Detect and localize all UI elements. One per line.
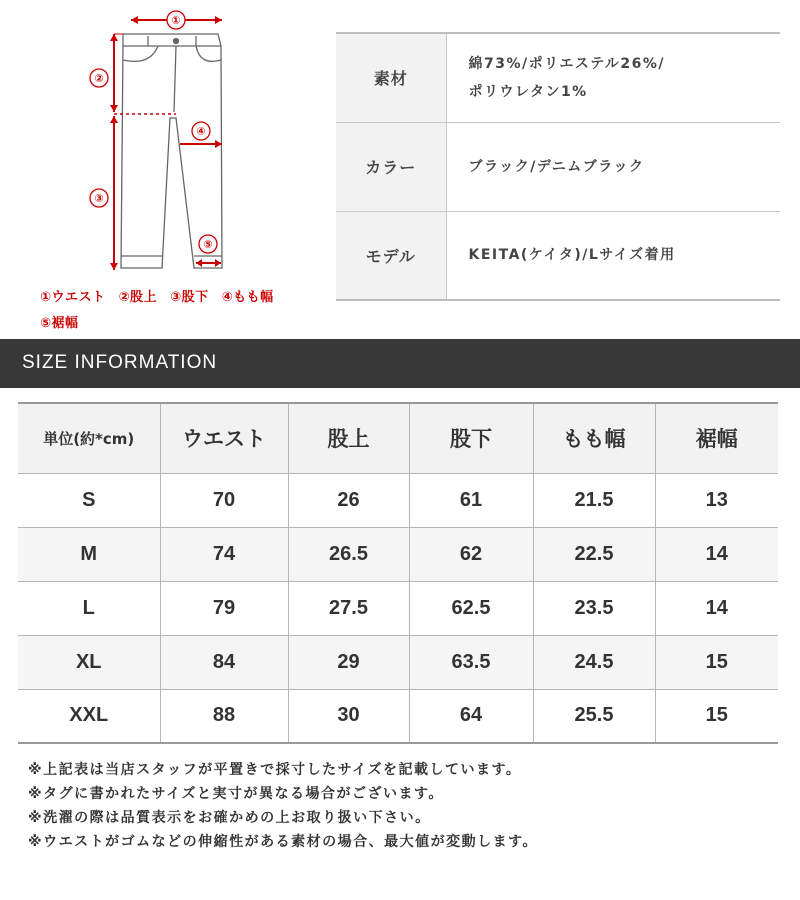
table-row bbox=[18, 581, 778, 635]
spec-table bbox=[336, 32, 780, 301]
spec-label: カラー bbox=[336, 122, 446, 211]
cell-thigh: 22.5 bbox=[533, 527, 655, 581]
marker-inseam: ③ bbox=[94, 192, 104, 205]
cell-rise: 26 bbox=[288, 473, 409, 527]
pants-illustration bbox=[0, 0, 330, 290]
spec-value bbox=[446, 211, 780, 300]
spec-row-model bbox=[336, 211, 780, 300]
size-label: L bbox=[18, 581, 160, 635]
note-line: ※タグに書かれたサイズと実寸が異なる場合がございます。 bbox=[28, 786, 444, 802]
spec-value bbox=[446, 122, 780, 211]
header-waist: ウエスト bbox=[160, 403, 288, 473]
legend-waist: ①ウエスト bbox=[40, 290, 106, 305]
cell-inseam: 62 bbox=[409, 527, 533, 581]
table-row bbox=[18, 689, 778, 743]
cell-hem: 14 bbox=[655, 527, 778, 581]
note-line: ※ウエストがゴムなどの伸縮性がある素材の場合、最大値が変動します。 bbox=[28, 834, 538, 850]
spec-label: モデル bbox=[336, 211, 446, 300]
legend-inseam: ③股下 bbox=[170, 290, 209, 305]
header-unit: 単位(約*cm) bbox=[18, 403, 160, 473]
cell-hem: 14 bbox=[655, 581, 778, 635]
size-info-banner bbox=[0, 339, 800, 388]
header-thigh: もも幅 bbox=[533, 403, 655, 473]
legend-row-2 bbox=[40, 312, 87, 331]
spec-row-color bbox=[336, 122, 780, 211]
material-line-2: ポリウレタン1% bbox=[468, 83, 588, 100]
cell-waist: 84 bbox=[160, 635, 288, 689]
measurement-diagram bbox=[0, 0, 330, 340]
cell-thigh: 24.5 bbox=[533, 635, 655, 689]
cell-rise: 27.5 bbox=[288, 581, 409, 635]
spec-row-material bbox=[336, 33, 780, 122]
table-row bbox=[18, 635, 778, 689]
legend-row-1 bbox=[40, 286, 282, 305]
color-value: ブラック/デニムブラック bbox=[468, 158, 645, 175]
size-label: S bbox=[18, 473, 160, 527]
legend-hem: ⑤裾幅 bbox=[40, 316, 79, 331]
header-rise: 股上 bbox=[288, 403, 409, 473]
marker-rise: ② bbox=[94, 72, 104, 85]
size-info-title: SIZE INFORMATION bbox=[22, 352, 218, 373]
cell-rise: 30 bbox=[288, 689, 409, 743]
size-label: M bbox=[18, 527, 160, 581]
header-inseam: 股下 bbox=[409, 403, 533, 473]
cell-waist: 88 bbox=[160, 689, 288, 743]
cell-inseam: 61 bbox=[409, 473, 533, 527]
cell-waist: 70 bbox=[160, 473, 288, 527]
header-hem: 裾幅 bbox=[655, 403, 778, 473]
size-label: XXL bbox=[18, 689, 160, 743]
cell-thigh: 25.5 bbox=[533, 689, 655, 743]
material-line-1: 綿73%/ポリエステル26%/ bbox=[468, 55, 665, 72]
marker-hem: ⑤ bbox=[203, 238, 213, 251]
spec-value bbox=[446, 33, 780, 122]
cell-hem: 15 bbox=[655, 635, 778, 689]
legend-rise: ②股上 bbox=[118, 290, 158, 305]
spec-label: 素材 bbox=[336, 33, 446, 122]
pants-outline bbox=[121, 34, 222, 268]
cell-thigh: 23.5 bbox=[533, 581, 655, 635]
cell-rise: 26.5 bbox=[288, 527, 409, 581]
cell-thigh: 21.5 bbox=[533, 473, 655, 527]
cell-hem: 15 bbox=[655, 689, 778, 743]
cell-waist: 79 bbox=[160, 581, 288, 635]
note-line: ※上記表は当店スタッフが平置きで採寸したサイズを記載しています。 bbox=[28, 762, 522, 778]
marker-thigh: ④ bbox=[196, 125, 206, 138]
table-row bbox=[18, 473, 778, 527]
cell-inseam: 62.5 bbox=[409, 581, 533, 635]
size-table-header bbox=[18, 403, 778, 473]
table-row bbox=[18, 527, 778, 581]
size-table bbox=[18, 402, 778, 744]
legend-thigh: ④もも幅 bbox=[221, 290, 274, 305]
marker-waist: ① bbox=[171, 14, 181, 27]
cell-hem: 13 bbox=[655, 473, 778, 527]
size-label: XL bbox=[18, 635, 160, 689]
notes bbox=[28, 758, 538, 854]
cell-waist: 74 bbox=[160, 527, 288, 581]
cell-rise: 29 bbox=[288, 635, 409, 689]
cell-inseam: 64 bbox=[409, 689, 533, 743]
note-line: ※洗濯の際は品質表示をお確かめの上お取り扱い下さい。 bbox=[28, 810, 431, 826]
model-value: KEITA(ケイタ)/Lサイズ着用 bbox=[468, 247, 676, 264]
cell-inseam: 63.5 bbox=[409, 635, 533, 689]
